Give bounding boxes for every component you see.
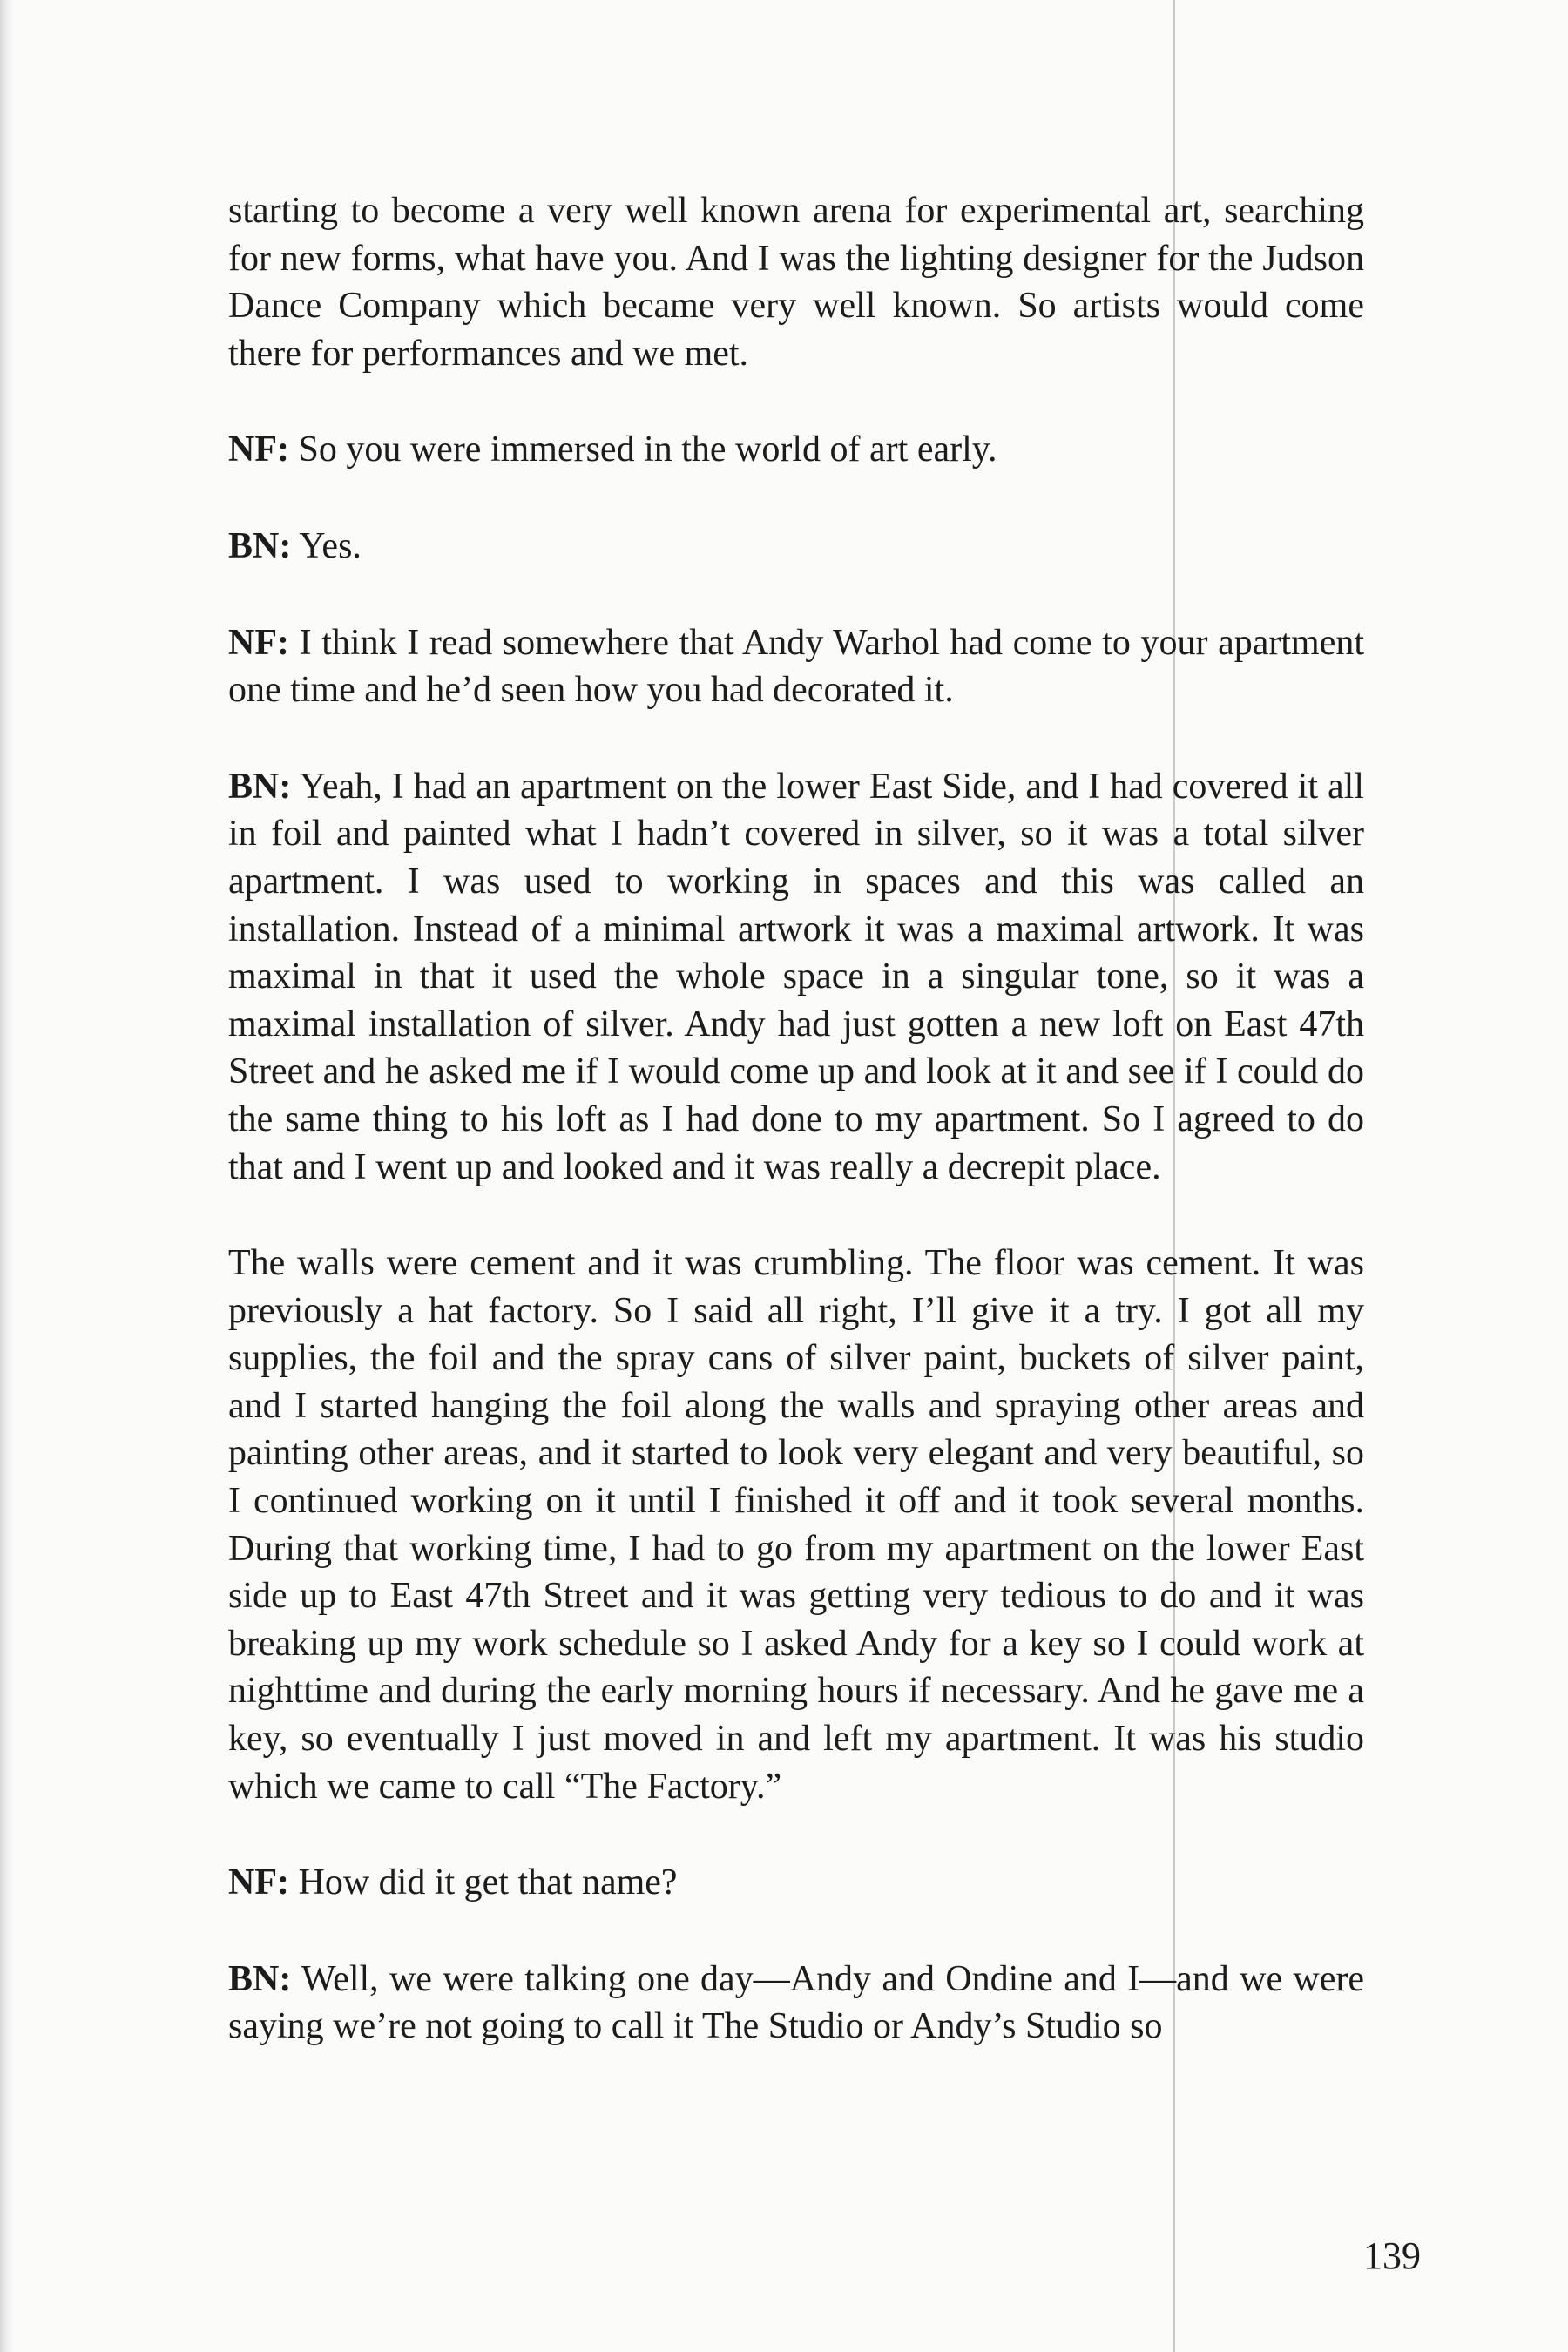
page-number: 139 bbox=[1363, 2234, 1421, 2277]
speaker-label: NF: bbox=[228, 622, 289, 663]
paragraph-3 bbox=[228, 523, 1364, 571]
paragraph-5 bbox=[228, 763, 1364, 1191]
speaker-label: BN: bbox=[228, 1958, 292, 1999]
paragraph-text: starting to become a very well known arena for experimental art, searching for new forms, what have you. And I was the lighting designer for the Judson Dance Company which became very well known. So artists would come there for performances and we met. bbox=[228, 191, 1364, 374]
paragraph-text: Well, we were talking one day—Andy and Ondine and I—and we were saying we’re not going to call it The Studio or Andy’s Studio so bbox=[228, 1958, 1364, 2047]
paragraph-1 bbox=[228, 187, 1364, 377]
page-edge-shadow bbox=[0, 0, 14, 2352]
speaker-label: NF: bbox=[228, 429, 289, 470]
paragraph-text: So you were immersed in the world of art early. bbox=[298, 429, 997, 470]
paragraph-text: Yes. bbox=[299, 525, 362, 566]
paragraph-text: How did it get that name? bbox=[298, 1862, 678, 1903]
paragraph-4 bbox=[228, 619, 1364, 714]
paragraph-6 bbox=[228, 1240, 1364, 1810]
paragraph-text: Yeah, I had an apartment on the lower East Side, and I had covered it all in foil and painted what I hadn’t covered in silver, so it was a total silver apartment. I was used to working in spaces and this was called an installation. Instead of a minimal artwork it was a maximal artwork. It was maximal in that it used the whole space in a singular tone, so it was a maximal installation of silver. Andy had just gotten a new loft on East 47th Street and he asked me if I would come up and look at it and see if I could do the same thing to his loft as I had done to my apartment. So I agreed to do that and I went up and looked and it was really a decrepit place. bbox=[228, 766, 1364, 1187]
paragraph-7 bbox=[228, 1859, 1364, 1907]
paragraph-text: I think I read somewhere that Andy Warhol had come to your apartment one time and he’d seen how you had decorated it. bbox=[228, 622, 1365, 711]
speaker-label: NF: bbox=[228, 1862, 289, 1903]
interview-text bbox=[228, 187, 1364, 2099]
paragraph-8 bbox=[228, 1956, 1364, 2051]
speaker-label: BN: bbox=[228, 766, 292, 807]
paragraph-text: The walls were cement and it was crumbling. The floor was cement. It was previously a hat factory. So I said all right, I’ll give it a try. I got all my supplies, the foil and the spray cans of silver paint, buckets of silver paint, and I started hanging the foil along the walls and spraying other areas and painting other areas, and it started to look very elegant and very beautiful, so I continued working on it until I finished it off and it took several months. During that working time, I had to go from my apartment on the lower East side up to East 47th Street and it was getting very tedious to do and it was breaking up my work schedule so I asked Andy for a key so I could work at nighttime and during the early morning hours if necessary. And he gave me a key, so eventually I just moved in and left my apartment. It was his studio which we came to call “The Factory.” bbox=[228, 1243, 1364, 1807]
paragraph-2 bbox=[228, 426, 1364, 474]
speaker-label: BN: bbox=[228, 525, 292, 566]
